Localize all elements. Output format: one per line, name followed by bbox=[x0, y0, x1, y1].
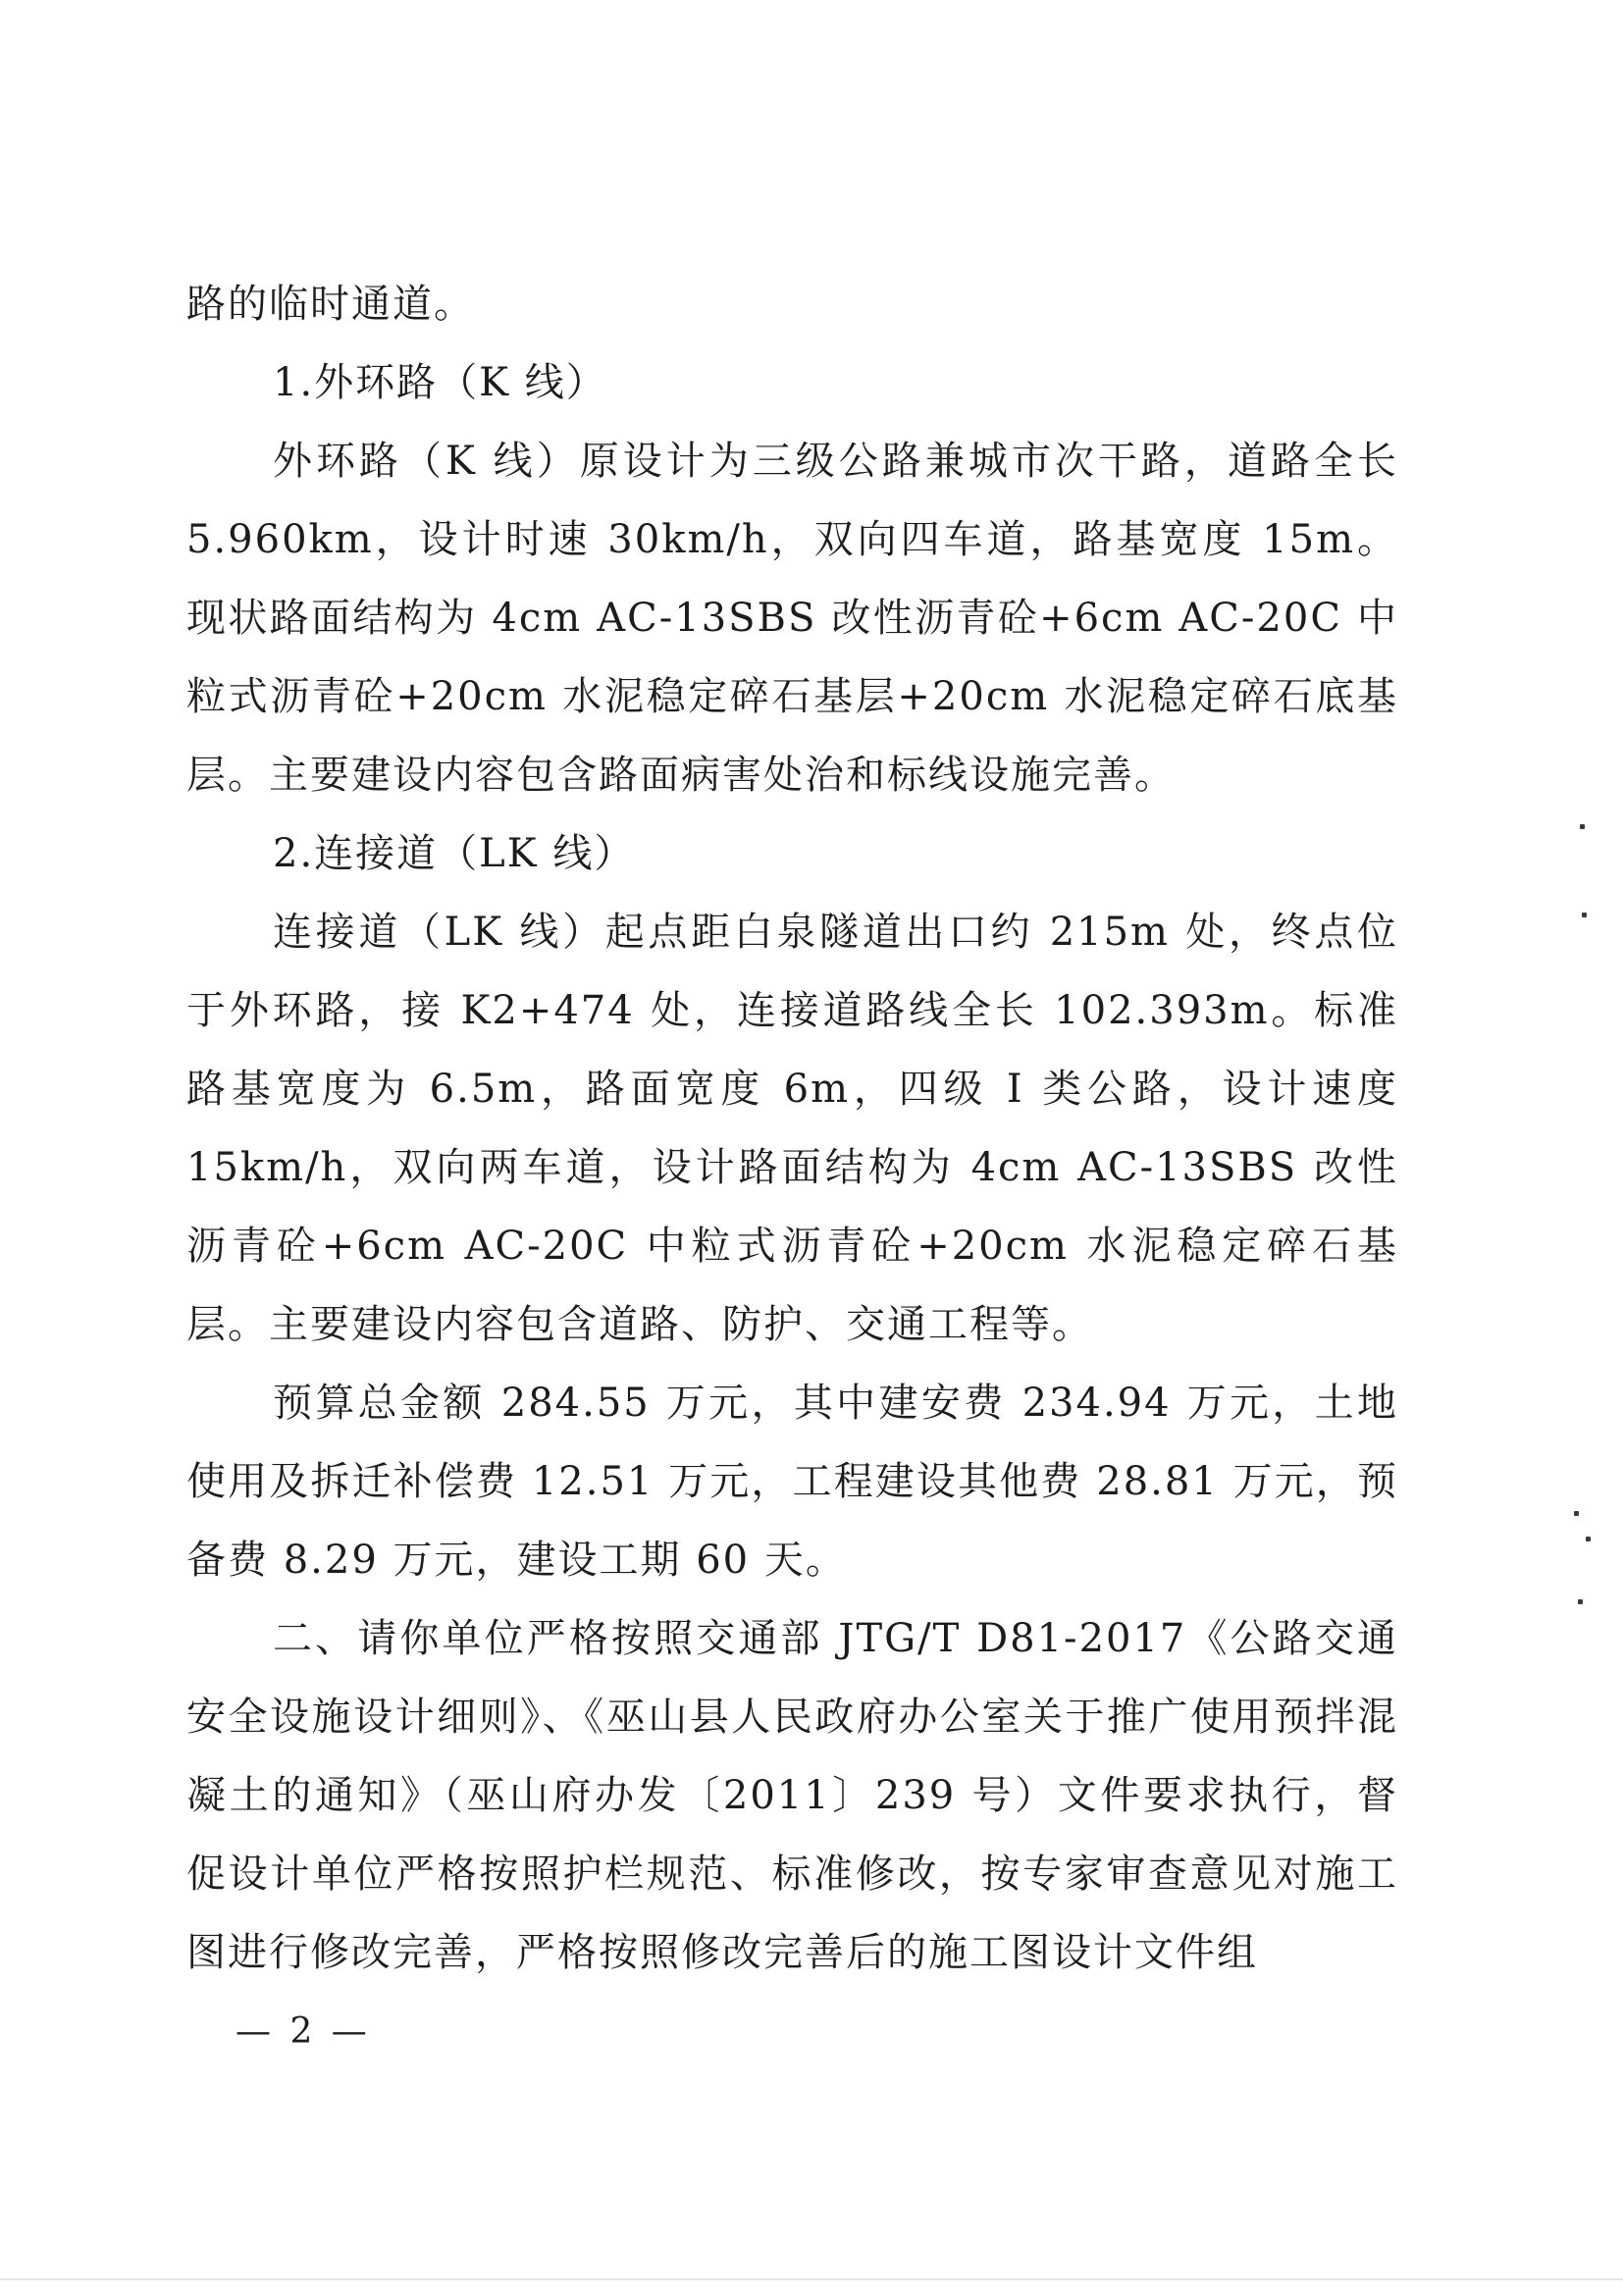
paragraph-outer-ring-road: 外环路（K 线）原设计为三级公路兼城市次干路，道路全长 5.960km，设计时速 30km/h，双向四车道，路基宽度 15m。现状路面结构为 4cm AC-13SBS 改性沥青砼+6cm AC-20C 中粒式沥青砼+20cm 水泥稳定碎石基层+20cm 水泥稳定碎石底基层。主要建设内容包含路面病害处治和标线设施完善。 bbox=[186, 439, 1398, 798]
scan-speck bbox=[1580, 824, 1585, 829]
scan-speck bbox=[1578, 1599, 1583, 1604]
body-text bbox=[186, 265, 1398, 1992]
paragraph-budget: 预算总金额 284.55 万元，其中建安费 234.94 万元，土地使用及拆迁补偿费 12.51 万元，工程建设其他费 28.81 万元，预备费 8.29 万元，建设工期 60 天。 bbox=[186, 1381, 1398, 1583]
scan-speck bbox=[1574, 1511, 1579, 1516]
heading-outer-ring-road: 1.外环路（K 线） bbox=[273, 360, 607, 405]
paragraph-connecting-road: 连接道（LK 线）起点距白泉隧道出口约 215m 处，终点位于外环路，接 K2+474 处，连接道路线全长 102.393m。标准路基宽度为 6.5m，路面宽度 6m，四级 I 类公路，设计速度 15km/h，双向两车道，设计路面结构为 4cm AC-13SBS 改性沥青砼+6cm AC-20C 中粒式沥青砼+20cm 水泥稳定碎石基层。主要建设内容包含道路、防护、交通工程等。 bbox=[186, 910, 1398, 1347]
paragraph-requirements: 二、请你单位严格按照交通部 JTG/T D81-2017《公路交通安全设施设计细则》、《巫山县人民政府办公室关于推广使用预拌混凝土的通知》（巫山府办发〔2011〕239 号）文件要求执行，督促设计单位严格按照护栏规范、标准修改，按专家审查意见对施工图进行修改完善，严格按照修改完善后的施工图设计文件组 bbox=[186, 1616, 1398, 1975]
scan-speck bbox=[1582, 913, 1587, 917]
scan-speck bbox=[1586, 1537, 1591, 1541]
heading-connecting-road: 2.连接道（LK 线） bbox=[273, 831, 636, 876]
page-number: — 2 — bbox=[236, 2011, 371, 2052]
paragraph-temporary-passage: 路的临时通道。 bbox=[186, 282, 475, 327]
page-bottom-edge bbox=[0, 2278, 1623, 2280]
